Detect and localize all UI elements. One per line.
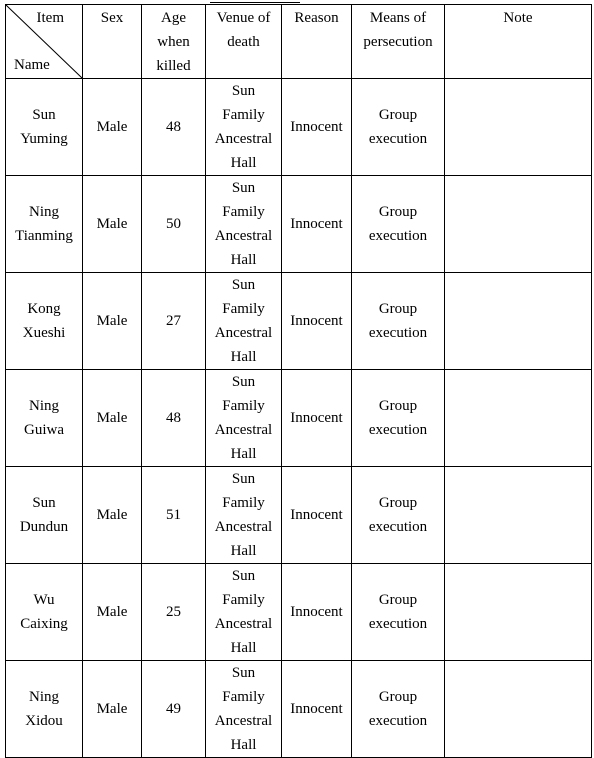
cell-text: Sun Family Ancestral Hall: [214, 83, 273, 171]
means-cell: [352, 467, 445, 564]
name-cell: [6, 79, 83, 176]
cell-text: Innocent: [290, 313, 343, 329]
venue-cell: [206, 467, 282, 564]
cell-text: Venue of death: [216, 10, 271, 50]
header-means: [352, 5, 445, 79]
name-cell: [6, 564, 83, 661]
header-sex: [83, 5, 142, 79]
name-cell: [6, 176, 83, 273]
name-cell: [6, 467, 83, 564]
header-reason: [282, 5, 352, 79]
cell-text: Sun Family Ancestral Hall: [214, 277, 273, 365]
means-cell: [352, 370, 445, 467]
cell-text: Ning Guiwa: [24, 398, 64, 438]
name-cell: [6, 370, 83, 467]
means-cell: [352, 661, 445, 758]
cell-text: 51: [166, 507, 181, 523]
reason-cell: [282, 467, 352, 564]
reason-cell: [282, 273, 352, 370]
age-cell: [142, 79, 206, 176]
cell-text: Innocent: [290, 701, 343, 717]
sex-cell: [83, 661, 142, 758]
venue-cell: [206, 273, 282, 370]
corner-label-item: Item: [36, 10, 64, 26]
header-venue: [206, 5, 282, 79]
cell-text: 27: [166, 313, 181, 329]
cell-text: 48: [166, 410, 181, 426]
cell-text: Group execution: [368, 495, 428, 535]
cell-text: Sun Yuming: [20, 107, 68, 147]
note-cell: [445, 176, 592, 273]
cell-text: Means of persecution: [363, 10, 433, 50]
venue-cell: [206, 564, 282, 661]
cell-text: Male: [96, 119, 128, 135]
cell-text: Sun Family Ancestral Hall: [214, 180, 273, 268]
cell-text: Male: [96, 410, 128, 426]
table-row: [6, 273, 592, 370]
cell-text: Ning Tianming: [15, 204, 73, 244]
table-row: [6, 564, 592, 661]
cell-text: Male: [96, 507, 128, 523]
victims-table: [5, 4, 592, 758]
cell-text: Sex: [100, 10, 124, 26]
means-cell: [352, 79, 445, 176]
table-row: [6, 176, 592, 273]
corner-header-cell: [6, 5, 83, 79]
sex-cell: [83, 79, 142, 176]
note-cell: [445, 467, 592, 564]
age-cell: [142, 467, 206, 564]
cell-text: Group execution: [368, 301, 428, 341]
name-cell: [6, 273, 83, 370]
cell-text: Group execution: [368, 398, 428, 438]
cell-text: Group execution: [368, 689, 428, 729]
cell-text: Group execution: [368, 107, 428, 147]
name-cell: [6, 661, 83, 758]
age-cell: [142, 176, 206, 273]
cell-text: Sun Family Ancestral Hall: [214, 471, 273, 559]
sex-cell: [83, 370, 142, 467]
table-row: [6, 79, 592, 176]
reason-cell: [282, 661, 352, 758]
cell-text: 48: [166, 119, 181, 135]
sex-cell: [83, 176, 142, 273]
header-note: [445, 5, 592, 79]
note-cell: [445, 79, 592, 176]
cell-text: Note: [503, 10, 533, 26]
cell-text: Kong Xueshi: [22, 301, 66, 341]
note-cell: [445, 564, 592, 661]
age-cell: [142, 273, 206, 370]
age-cell: [142, 370, 206, 467]
cell-text: 25: [166, 604, 181, 620]
reason-cell: [282, 370, 352, 467]
cell-text: 50: [166, 216, 181, 232]
table-row: [6, 661, 592, 758]
cell-text: Innocent: [290, 507, 343, 523]
reason-cell: [282, 176, 352, 273]
table-row: [6, 370, 592, 467]
means-cell: [352, 273, 445, 370]
cell-text: Wu Caixing: [20, 592, 68, 632]
corner-label-name: Name: [14, 57, 50, 73]
cell-text: Innocent: [290, 119, 343, 135]
sex-cell: [83, 564, 142, 661]
header-age: [142, 5, 206, 79]
venue-cell: [206, 176, 282, 273]
means-cell: [352, 176, 445, 273]
means-cell: [352, 564, 445, 661]
reason-cell: [282, 564, 352, 661]
venue-cell: [206, 661, 282, 758]
cell-text: Reason: [294, 10, 339, 26]
cell-text: Sun Dundun: [19, 495, 69, 535]
note-cell: [445, 661, 592, 758]
cell-text: Innocent: [290, 216, 343, 232]
venue-cell: [206, 370, 282, 467]
note-cell: [445, 370, 592, 467]
cell-text: Innocent: [290, 410, 343, 426]
table-row: [6, 467, 592, 564]
cell-text: Group execution: [368, 592, 428, 632]
cell-text: Ning Xidou: [25, 689, 63, 729]
cell-text: 49: [166, 701, 181, 717]
clipped-text-remnant: [210, 0, 300, 3]
reason-cell: [282, 79, 352, 176]
cell-text: Male: [96, 216, 128, 232]
sex-cell: [83, 467, 142, 564]
cell-text: Group execution: [368, 204, 428, 244]
note-cell: [445, 273, 592, 370]
cell-text: Sun Family Ancestral Hall: [214, 568, 273, 656]
cell-text: Sun Family Ancestral Hall: [214, 374, 273, 462]
age-cell: [142, 661, 206, 758]
age-cell: [142, 564, 206, 661]
header-row: [6, 5, 592, 79]
sex-cell: [83, 273, 142, 370]
cell-text: Innocent: [290, 604, 343, 620]
cell-text: Sun Family Ancestral Hall: [214, 665, 273, 753]
cell-text: Age when killed: [156, 10, 191, 74]
cell-text: Male: [96, 313, 128, 329]
cell-text: Male: [96, 701, 128, 717]
venue-cell: [206, 79, 282, 176]
cell-text: Male: [96, 604, 128, 620]
